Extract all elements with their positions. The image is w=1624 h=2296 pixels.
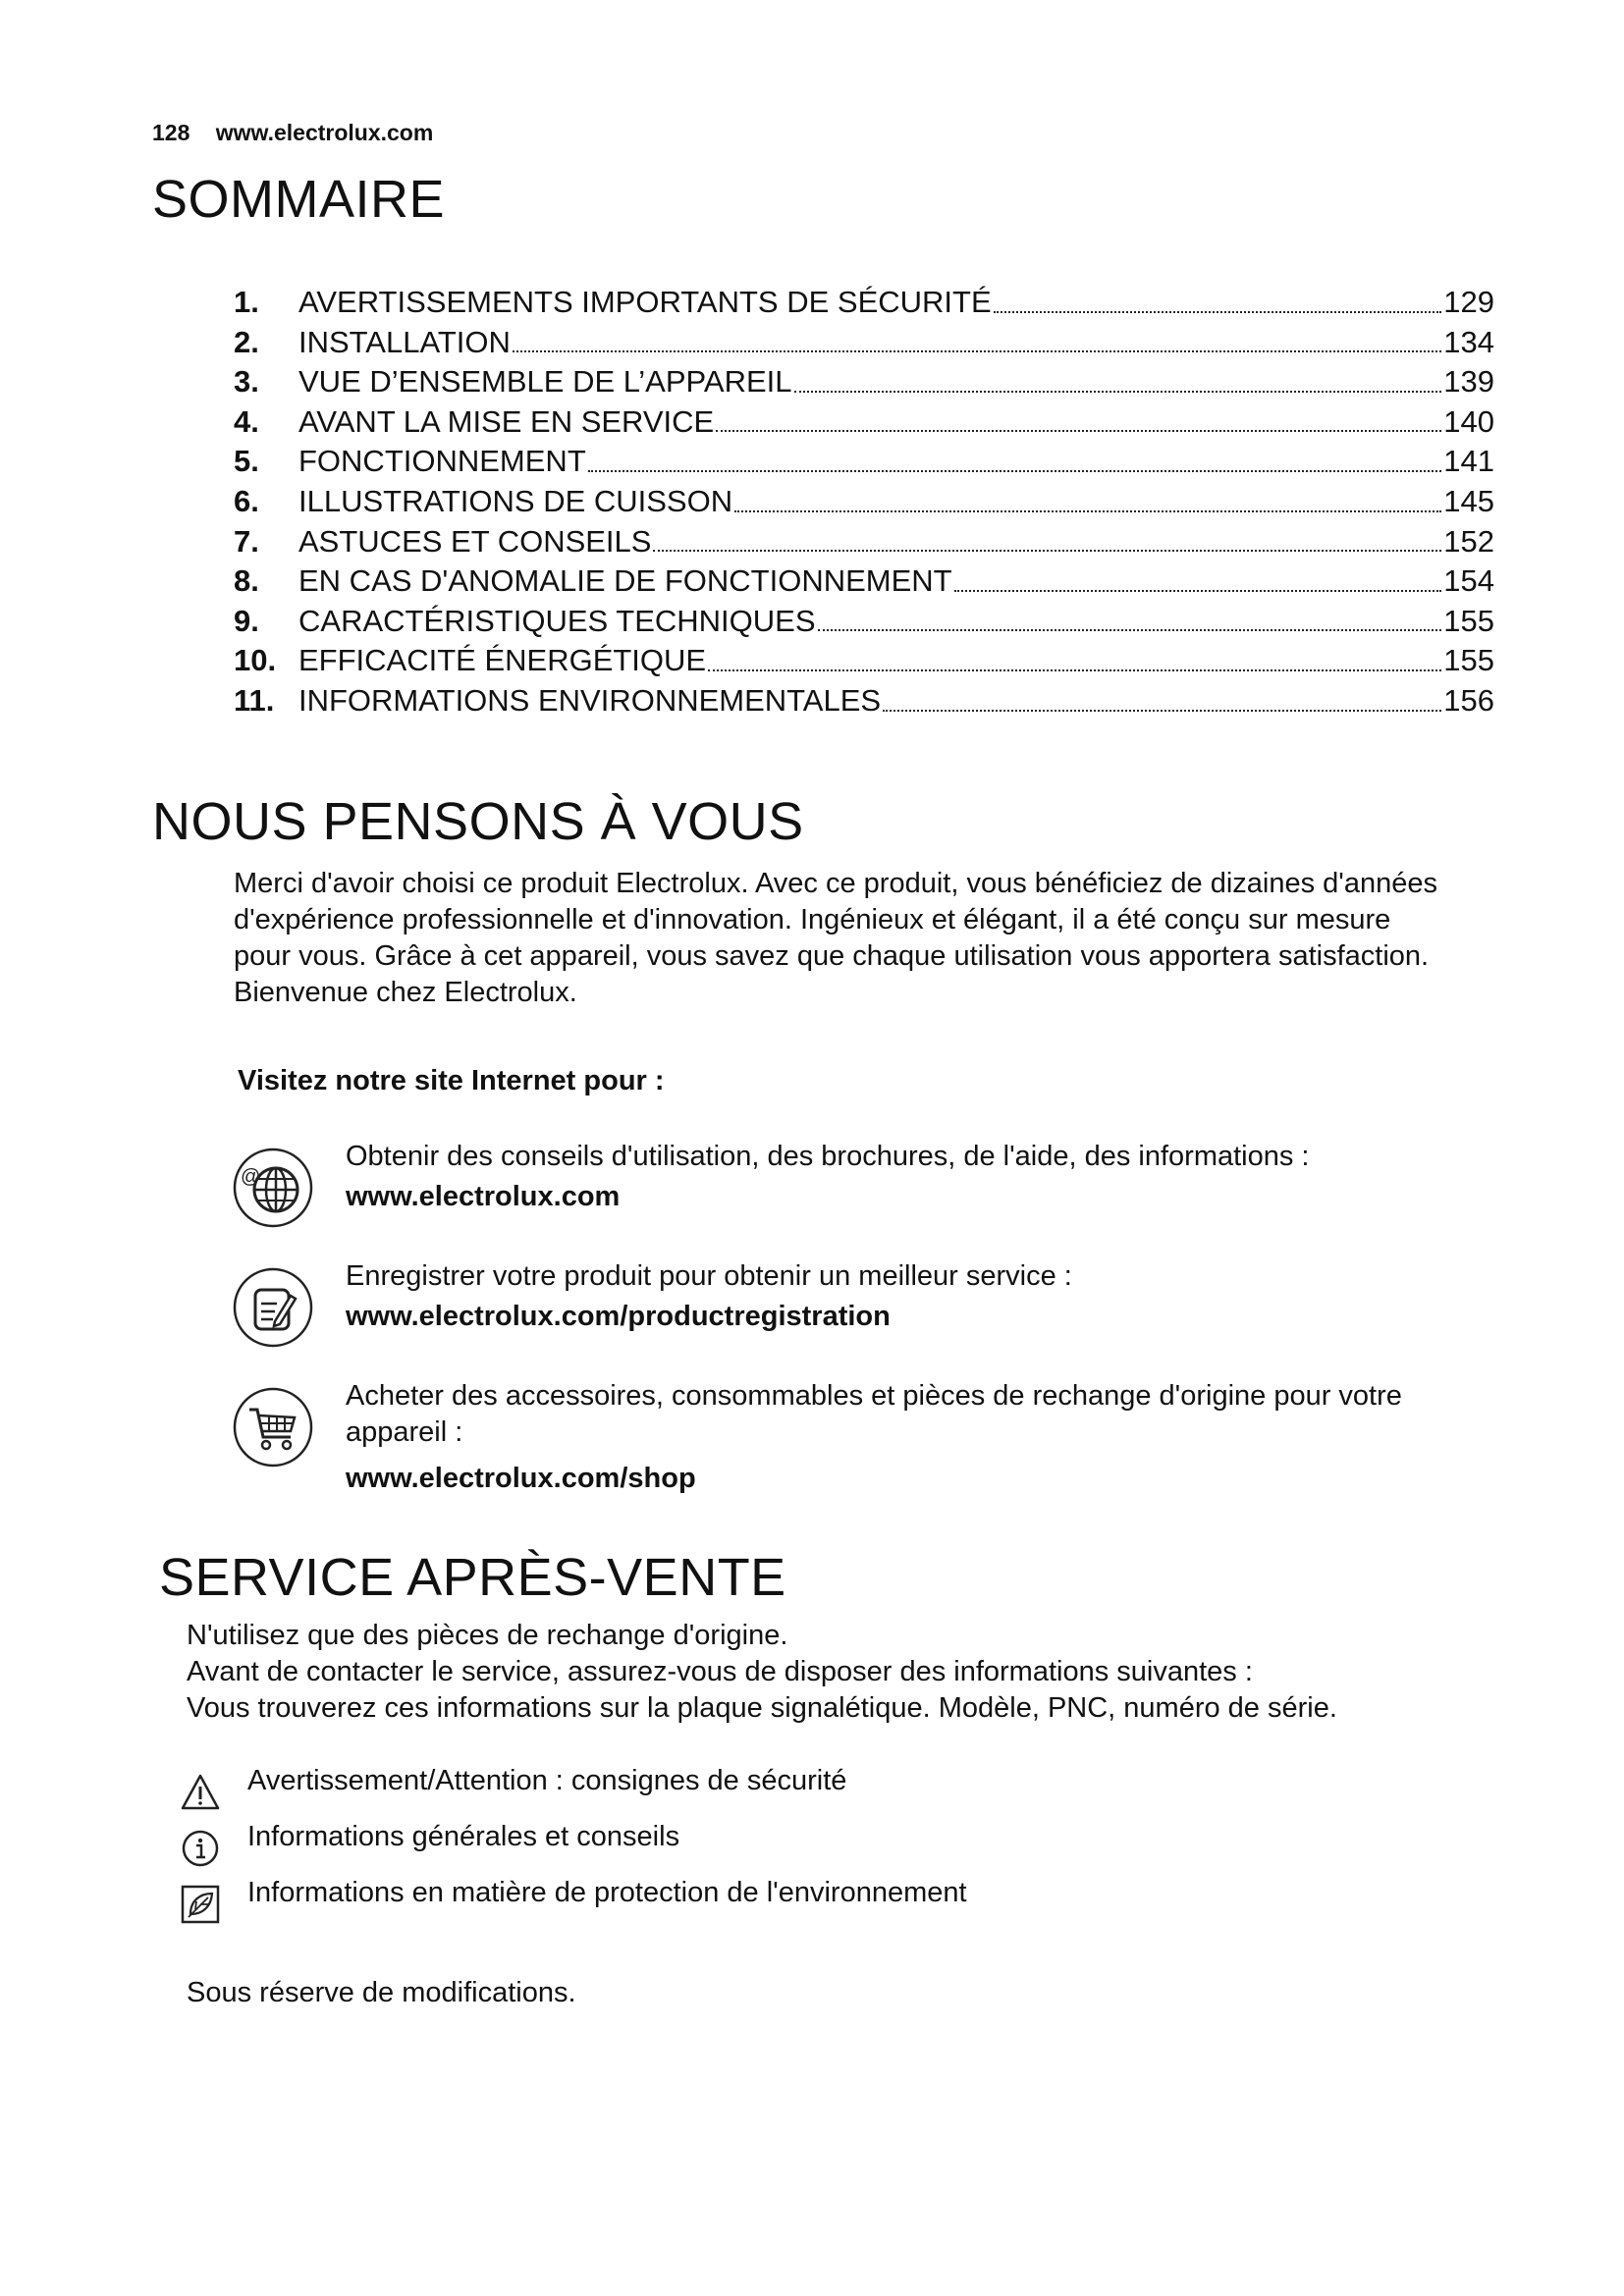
toc-number: 11. xyxy=(234,682,275,718)
toc-leader-dots xyxy=(734,482,1441,512)
item-description: Enregistrer votre produit pour obtenir un meilleur service : xyxy=(346,1260,1072,1292)
toc-row[interactable] xyxy=(234,641,1494,681)
item-description: Acheter des accessoires, consommables et pièces de rechange d'origine pour votre xyxy=(346,1380,1402,1412)
toc-row[interactable] xyxy=(234,561,1494,602)
item-text xyxy=(346,1378,1485,1497)
registration-form-icon xyxy=(232,1266,314,1349)
page-header xyxy=(152,120,433,146)
toc-leader-dots xyxy=(883,681,1441,712)
toc-page-number: 156 xyxy=(1443,682,1494,718)
toc-leader-dots xyxy=(794,362,1442,393)
visit-heading: Visitez notre site Internet pour : xyxy=(238,1065,665,1096)
website-info-item xyxy=(232,1139,1508,1247)
toc-page-number: 152 xyxy=(1443,523,1494,559)
toc-entry-title: INFORMATIONS ENVIRONNEMENTALES xyxy=(298,682,882,718)
svg-text:@: @ xyxy=(241,1166,261,1188)
paragraph-line: Bienvenue chez Electrolux. xyxy=(234,977,577,1008)
service-paragraph xyxy=(187,1618,1463,1727)
toc-number: 7. xyxy=(234,523,259,559)
toc-leader-dots xyxy=(716,402,1441,433)
paragraph-line: pour vous. Grâce à cet appareil, vous savez que chaque utilisation vous apportera satisfaction. xyxy=(234,940,1430,972)
toc-row[interactable] xyxy=(234,522,1494,562)
toc-leader-dots xyxy=(513,323,1441,353)
toc-leader-dots xyxy=(653,522,1441,553)
toc-number: 1. xyxy=(234,285,259,319)
toc-page-number: 145 xyxy=(1443,483,1494,518)
table-of-contents xyxy=(234,283,1494,721)
toc-number: 8. xyxy=(234,563,259,599)
paragraph-line: Vous trouverez ces informations sur la plaque signalétique. Modèle, PNC, numéro de série. xyxy=(187,1692,1337,1724)
warning-icon xyxy=(181,1773,220,1812)
item-text xyxy=(346,1258,1485,1335)
leaf-icon xyxy=(181,1885,220,1924)
toc-entry-title: AVANT LA MISE EN SERVICE xyxy=(298,403,715,439)
toc-page-number: 129 xyxy=(1443,285,1494,319)
globe-icon xyxy=(232,1147,314,1229)
toc-page-number: 140 xyxy=(1443,403,1494,439)
toc-entry-title: VUE D’ENSEMBLE DE L’APPAREIL xyxy=(298,364,792,400)
paragraph-line: d'expérience professionnelle et d'innovation. Ingénieux et élégant, il a été conçu sur mesure xyxy=(234,904,1391,935)
toc-entry-title: FONCTIONNEMENT xyxy=(298,444,586,479)
website-link[interactable]: www.electrolux.com xyxy=(346,1181,621,1212)
section-title-thinking: NOUS PENSONS À VOUS xyxy=(152,792,804,851)
toc-leader-dots xyxy=(994,283,1442,313)
toc-leader-dots xyxy=(588,442,1442,472)
page-number: 128 xyxy=(152,120,190,145)
toc-row[interactable] xyxy=(234,362,1494,402)
toc-page-number: 139 xyxy=(1443,364,1494,400)
toc-number: 6. xyxy=(234,483,259,518)
paragraph-line: Merci d'avoir choisi ce produit Electrolux. Avec ce produit, vous bénéficiez de dizaines d'années xyxy=(234,868,1437,899)
toc-leader-dots xyxy=(954,561,1442,592)
toc-entry-title: ILLUSTRATIONS DE CUISSON xyxy=(298,483,733,518)
paragraph-line: N'utilisez que des pièces de rechange d'origine. xyxy=(187,1620,788,1651)
footer-note: Sous réserve de modifications. xyxy=(187,1977,576,2008)
header-website-link[interactable]: www.electrolux.com xyxy=(215,120,434,145)
shop-info-item xyxy=(232,1378,1508,1525)
toc-row[interactable] xyxy=(234,283,1494,323)
toc-entry-title: AVERTISSEMENTS IMPORTANTS DE SÉCURITÉ xyxy=(298,285,992,319)
item-text xyxy=(346,1139,1485,1215)
toc-row[interactable] xyxy=(234,602,1494,642)
toc-row[interactable] xyxy=(234,442,1494,482)
toc-entry-title: INSTALLATION xyxy=(298,324,511,359)
toc-page-number: 155 xyxy=(1443,603,1494,638)
toc-entry-title: EN CAS D'ANOMALIE DE FONCTIONNEMENT xyxy=(298,563,952,599)
toc-page-number: 154 xyxy=(1443,563,1494,599)
toc-entry-title: EFFICACITÉ ÉNERGÉTIQUE xyxy=(298,643,707,678)
toc-row[interactable] xyxy=(234,323,1494,363)
section-title-service: SERVICE APRÈS-VENTE xyxy=(159,1548,786,1607)
toc-entry-title: ASTUCES ET CONSEILS xyxy=(298,523,652,559)
shopping-cart-icon xyxy=(232,1386,314,1468)
intro-paragraph xyxy=(234,866,1510,1011)
legend-text: Avertissement/Attention : consignes de sécurité xyxy=(247,1765,847,1796)
legend-text: Informations en matière de protection de l'environnement xyxy=(247,1877,967,1908)
toc-entry-title: CARACTÉRISTIQUES TECHNIQUES xyxy=(298,603,816,638)
toc-row[interactable] xyxy=(234,681,1494,721)
toc-row[interactable] xyxy=(234,482,1494,522)
info-icon xyxy=(181,1829,220,1868)
toc-title: SOMMAIRE xyxy=(152,170,446,229)
item-description: Obtenir des conseils d'utilisation, des brochures, de l'aide, des informations : xyxy=(346,1141,1310,1172)
toc-number: 4. xyxy=(234,403,259,439)
toc-page-number: 141 xyxy=(1443,444,1494,479)
product-registration-link[interactable]: www.electrolux.com/productregistration xyxy=(346,1301,891,1332)
toc-number: 9. xyxy=(234,603,259,638)
toc-page-number: 155 xyxy=(1443,643,1494,678)
toc-number: 2. xyxy=(234,324,259,359)
toc-leader-dots xyxy=(818,602,1442,632)
legend-text: Informations générales et conseils xyxy=(247,1821,680,1852)
toc-leader-dots xyxy=(708,641,1441,671)
toc-page-number: 134 xyxy=(1443,324,1494,359)
toc-number: 3. xyxy=(234,364,259,400)
registration-info-item xyxy=(232,1258,1508,1366)
shop-link[interactable]: www.electrolux.com/shop xyxy=(346,1463,696,1494)
toc-number: 5. xyxy=(234,444,259,479)
toc-row[interactable] xyxy=(234,402,1494,443)
toc-number: 10. xyxy=(234,643,277,678)
item-description: appareil : xyxy=(346,1416,463,1448)
paragraph-line: Avant de contacter le service, assurez-vous de disposer des informations suivantes : xyxy=(187,1656,1253,1687)
